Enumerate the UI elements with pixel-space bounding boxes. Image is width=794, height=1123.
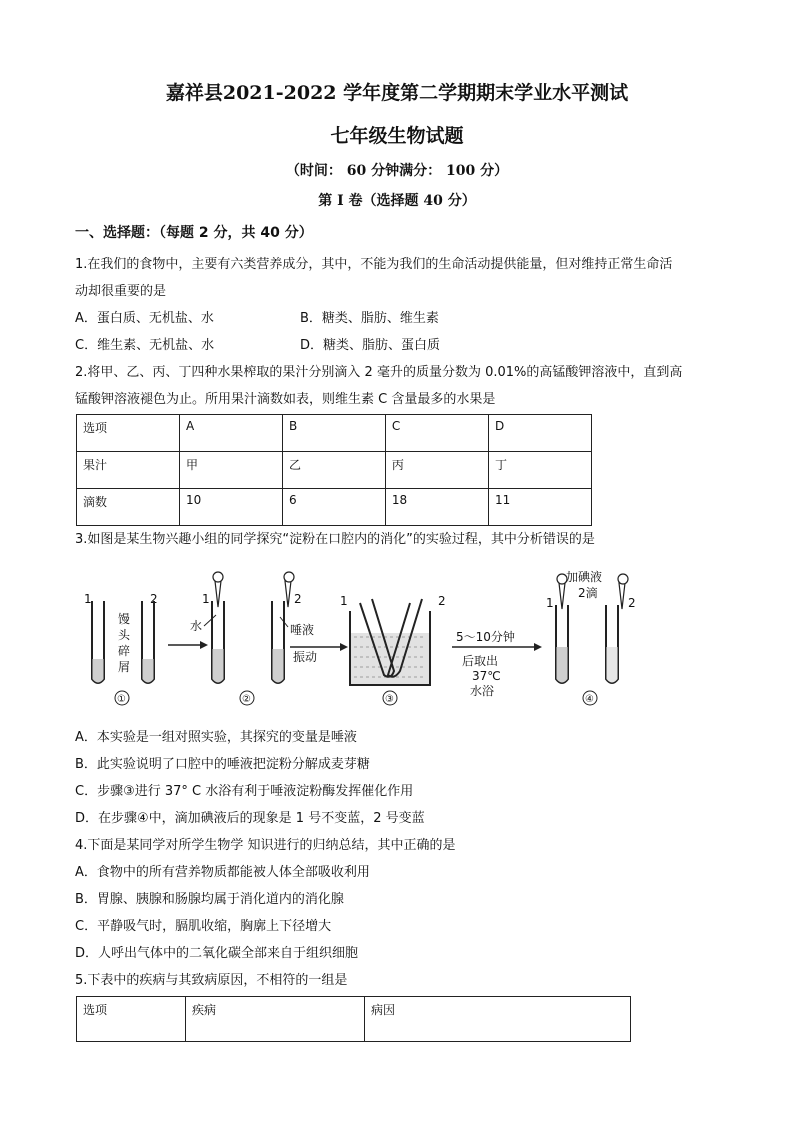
table-cell: A	[179, 415, 282, 452]
time-label: 5～10分钟	[456, 630, 515, 644]
q4-option-b: B．胃腺、胰腺和肠腺均属于消化道内的消化腺	[75, 892, 344, 907]
table-cell: 丙	[385, 452, 488, 489]
table-cell: 果汁	[77, 452, 180, 489]
table-header-cell: 疾病	[186, 997, 365, 1042]
q4-option-d: D．人呼出气体中的二氧化碳全部来自于组织细胞	[75, 946, 359, 961]
table-cell: 11	[488, 489, 591, 526]
saliva-label: 唾液	[290, 623, 315, 637]
tube-liquid	[607, 647, 618, 683]
table-row	[77, 489, 592, 526]
table-header-cell: 病因	[365, 997, 631, 1042]
water-label: 水	[190, 619, 203, 633]
step2-label: ②	[242, 694, 251, 705]
step1-group	[84, 592, 208, 705]
table-cell: 10	[179, 489, 282, 526]
exam-title: 嘉祥县2021-2022 学年度第二学期期末学业水平测试	[165, 82, 629, 104]
exam-subtitle: 七年级生物试题	[330, 125, 464, 147]
volume-heading: 第 I 卷（选择题 40 分）	[318, 193, 476, 209]
drops-label: 2滴	[578, 586, 598, 600]
arrow-head	[534, 643, 542, 651]
q1-option-c: C．维生素、无机盐、水	[75, 338, 215, 353]
temp-label: 37℃	[472, 669, 501, 683]
dropper	[215, 581, 221, 607]
q3-option-c: C．步骤③进行 37° C 水浴有利于唾液淀粉酶发挥催化作用	[75, 784, 414, 799]
tube-liquid	[557, 647, 568, 683]
dropper	[559, 583, 565, 609]
step2-group	[190, 572, 348, 705]
tube-liquid	[213, 649, 224, 683]
table-cell: B	[282, 415, 385, 452]
dropper	[285, 581, 291, 607]
dropper-bulb	[618, 574, 628, 584]
q4-option-c: C．平静吸气时，膈肌收缩，胸廓上下径增大	[75, 919, 332, 934]
tube1-label: 1	[340, 594, 348, 608]
step4-group	[546, 569, 636, 705]
q3-option-d: D．在步骤④中，滴加碘液后的现象是 1 号不变蓝，2 号变蓝	[75, 811, 425, 826]
dropper-bulb	[213, 572, 223, 582]
table-cell: 甲	[179, 452, 282, 489]
tube-liquid	[143, 659, 154, 683]
table-header-cell: 选项	[77, 997, 186, 1042]
bath-label: 水浴	[470, 684, 495, 698]
tube2-label: 2	[628, 596, 636, 610]
q5-table	[76, 996, 631, 1042]
step4-label: ④	[585, 694, 594, 705]
shake-label: 振动	[293, 650, 318, 664]
mantou-char: 屑	[118, 660, 131, 674]
dropper	[619, 583, 625, 609]
q5-stem: 5.下表中的疾病与其致病原因，不相符的一组是	[75, 973, 348, 988]
table-cell: 丁	[488, 452, 591, 489]
table-cell: C	[385, 415, 488, 452]
table-cell: D	[488, 415, 591, 452]
table-row	[77, 997, 631, 1042]
tube2-label: 2	[438, 594, 446, 608]
table-cell: 6	[282, 489, 385, 526]
dropper-bulb	[284, 572, 294, 582]
arrow-head	[200, 641, 208, 649]
tube1-label: 1	[546, 596, 554, 610]
table-cell: 滴数	[77, 489, 180, 526]
takeout-label: 后取出	[462, 654, 499, 668]
tube1-label: 1	[84, 592, 92, 606]
tube-liquid	[93, 659, 104, 683]
q2-stem-line1: 2.将甲、乙、丙、丁四种水果榨取的果汁分别滴入 2 毫升的质量分数为 0.01%的高锰酸钾溶液中，直到高	[75, 365, 683, 380]
q2-table	[76, 414, 592, 526]
q1-stem-line2: 动却很重要的是	[75, 284, 167, 299]
experiment-figure	[82, 567, 642, 712]
leader-line	[204, 615, 216, 626]
q1-option-d: D．糖类、脂肪、蛋白质	[300, 338, 441, 353]
section-heading: 一、选择题：（每题 2 分，共 40 分）	[75, 225, 313, 241]
table-row	[77, 415, 592, 452]
tube2-label: 2	[150, 592, 158, 606]
mantou-char: 头	[118, 628, 131, 642]
q2-stem-line2: 锰酸钾溶液褪色为止。所用果汁滴数如表，则维生素 C 含量最多的水果是	[75, 392, 496, 407]
q4-stem: 4.下面是某同学对所学生物学 知识进行的归纳总结，其中正确的是	[75, 838, 456, 853]
arrow-head	[340, 643, 348, 651]
table-cell: 18	[385, 489, 488, 526]
tube2-label: 2	[294, 592, 302, 606]
iodine-label: 加碘液	[566, 570, 603, 584]
q3-option-a: A．本实验是一组对照实验，其探究的变量是唾液	[75, 730, 357, 745]
q1-option-b: B．糖类、脂肪、维生素	[300, 311, 439, 326]
time-info: （时间： 60 分钟满分： 100 分）	[285, 163, 509, 179]
table-cell: 选项	[77, 415, 180, 452]
step1-label: ①	[117, 694, 126, 705]
q3-option-b: B．此实验说明了口腔中的唾液把淀粉分解成麦芽糖	[75, 757, 370, 772]
q4-option-a: A．食物中的所有营养物质都能被人体全部吸收利用	[75, 865, 370, 880]
step3-group	[340, 594, 542, 705]
q1-stem-line1: 1.在我们的食物中，主要有六类营养成分，其中，不能为我们的生命活动提供能量，但对维持正常生命活	[75, 257, 673, 272]
q3-stem: 3.如图是某生物兴趣小组的同学探究“淀粉在口腔内的消化”的实验过程，其中分析错误的是	[75, 532, 595, 547]
q1-option-a: A．蛋白质、无机盐、水	[75, 311, 214, 326]
table-row	[77, 452, 592, 489]
table-cell: 乙	[282, 452, 385, 489]
tube-liquid	[273, 649, 284, 683]
mantou-char: 碎	[118, 644, 131, 658]
step3-label: ③	[385, 694, 394, 705]
tube1-label: 1	[202, 592, 210, 606]
mantou-char: 馒	[118, 612, 131, 626]
